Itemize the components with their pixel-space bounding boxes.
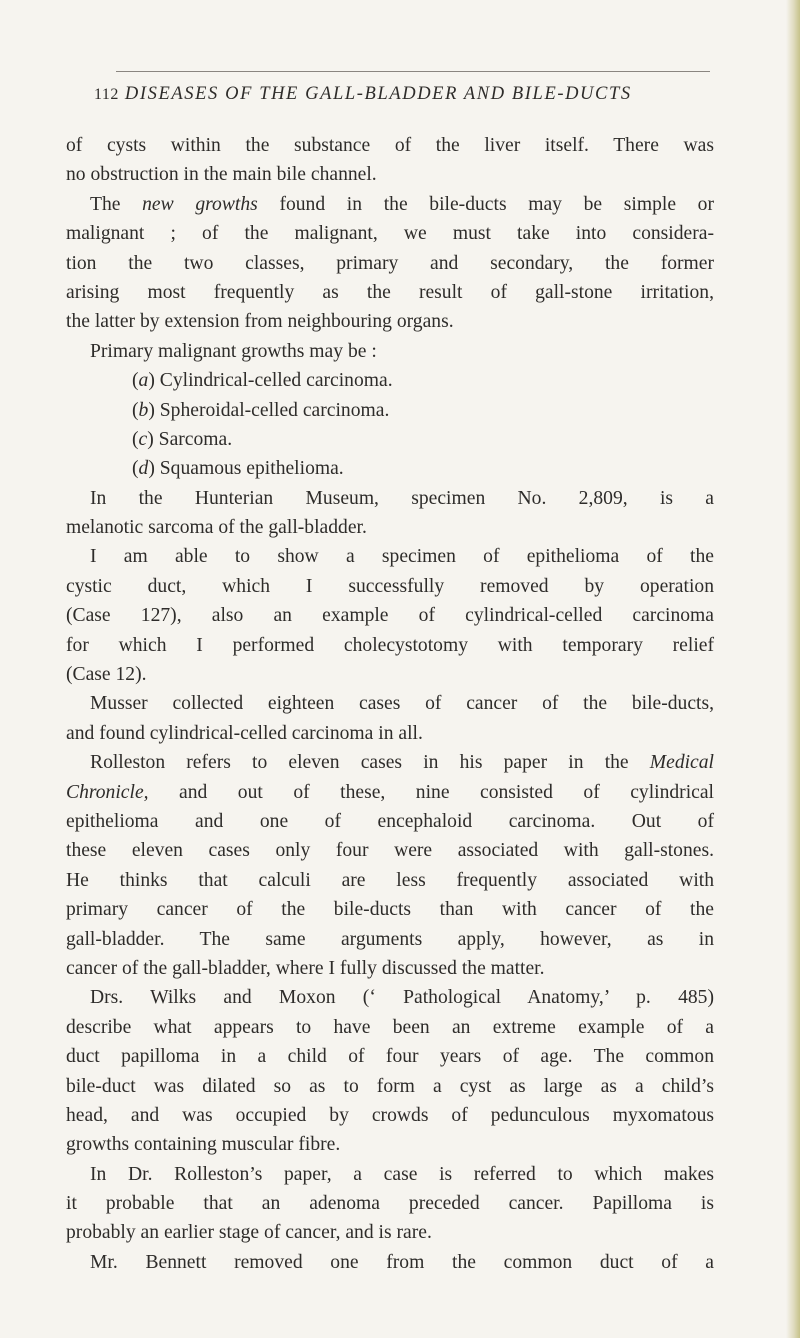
text-line: epithelioma and one of encephaloid carcinoma. Out of xyxy=(66,810,714,832)
text-line: growths containing muscular fibre. xyxy=(66,1134,341,1156)
text-line: (Case 127), also an example of cylindrical-celled carcinoma xyxy=(66,605,714,627)
text-line: Drs. Wilks and Moxon (‘ Pathological Anatomy,’ p. 485) xyxy=(90,987,714,1009)
text-line: gall-bladder. The same arguments apply, however, as in xyxy=(66,928,714,950)
list-marker: b xyxy=(138,399,149,421)
emphasis-journal-title: Chronicle, xyxy=(66,781,149,803)
body-text xyxy=(66,131,714,1277)
running-head xyxy=(94,84,714,108)
text-line: these eleven cases only four were associated with gall-stones. xyxy=(66,840,714,862)
text-line: Primary malignant growths may be : xyxy=(90,340,377,362)
text-line: cancer of the gall-bladder, where I fully discussed the matter. xyxy=(66,957,545,979)
list-item: (d) Squamous epithelioma. xyxy=(132,458,344,480)
text-line: (Case 12). xyxy=(66,664,147,686)
list-marker: a xyxy=(138,370,149,392)
list-item: (a) Cylindrical-celled carcinoma. xyxy=(132,370,393,392)
list-text: Sarcoma. xyxy=(158,428,233,450)
text-line: the latter by extension from neighbouring organs. xyxy=(66,311,454,333)
text-run: Rolleston refers to eleven cases in his paper in the xyxy=(90,752,650,774)
text-line: head, and was occupied by crowds of pedunculous myxomatous xyxy=(66,1104,714,1126)
text-line: He thinks that calculi are less frequently associated with xyxy=(66,869,714,891)
text-line: melanotic sarcoma of the gall-bladder. xyxy=(66,517,367,539)
text-line xyxy=(66,748,714,777)
list-text: Spheroidal-celled carcinoma. xyxy=(159,399,390,421)
text-line: In Dr. Rolleston’s paper, a case is referred to which makes xyxy=(90,1163,714,1185)
text-line: bile-duct was dilated so as to form a cyst as large as a child’s xyxy=(66,1075,714,1097)
list-marker: c xyxy=(138,428,148,450)
page-edge-shadow xyxy=(786,0,800,1338)
text-line xyxy=(66,778,714,807)
list-item: (c) Sarcoma. xyxy=(132,428,233,450)
text-run: The xyxy=(90,193,143,215)
text-line xyxy=(66,190,714,219)
text-run: and out of these, nine consisted of cylindrical xyxy=(148,781,714,803)
text-line: Mr. Bennett removed one from the common duct of a xyxy=(90,1251,714,1273)
text-line: it probable that an adenoma preceded cancer. Papilloma is xyxy=(66,1193,714,1215)
text-run: found in the bile-ducts may be simple or xyxy=(257,193,714,215)
list-item: (b) Spheroidal-celled carcinoma. xyxy=(132,399,390,421)
text-line: I am able to show a specimen of epithelioma of the xyxy=(90,546,714,568)
text-line: arising most frequently as the result of gall-stone irritation, xyxy=(66,281,714,303)
list-text: Squamous epithelioma. xyxy=(159,458,344,480)
text-line: cystic duct, which I successfully removed by operation xyxy=(66,575,714,597)
emphasis-journal-title: Medical xyxy=(649,752,714,774)
text-line: describe what appears to have been an extreme example of a xyxy=(66,1016,714,1038)
running-title: DISEASES OF THE GALL-BLADDER AND BILE-DUCTS xyxy=(124,84,632,104)
header-rule xyxy=(116,71,710,72)
text-line: duct papilloma in a child of four years of age. The common xyxy=(66,1046,714,1068)
text-line: and found cylindrical-celled carcinoma in all. xyxy=(66,722,423,744)
text-line: Musser collected eighteen cases of cancer of the bile-ducts, xyxy=(90,693,714,715)
text-line: primary cancer of the bile-ducts than with cancer of the xyxy=(66,899,714,921)
text-line: In the Hunterian Museum, specimen No. 2,809, is a xyxy=(90,487,714,509)
page-number: 112 xyxy=(94,86,119,103)
text-line: for which I performed cholecystotomy with temporary relief xyxy=(66,634,714,656)
list-marker: d xyxy=(138,458,149,480)
emphasis-new-growths: new growths xyxy=(142,193,258,215)
list-text: Cylindrical-celled carcinoma. xyxy=(159,370,393,392)
text-line: malignant ; of the malignant, we must take into considera- xyxy=(66,223,714,245)
text-line: no obstruction in the main bile channel. xyxy=(66,164,377,186)
text-line: probably an earlier stage of cancer, and is rare. xyxy=(66,1222,432,1244)
text-line: of cysts within the substance of the liver itself. There was xyxy=(66,135,714,156)
text-line: tion the two classes, primary and secondary, the former xyxy=(66,252,714,274)
